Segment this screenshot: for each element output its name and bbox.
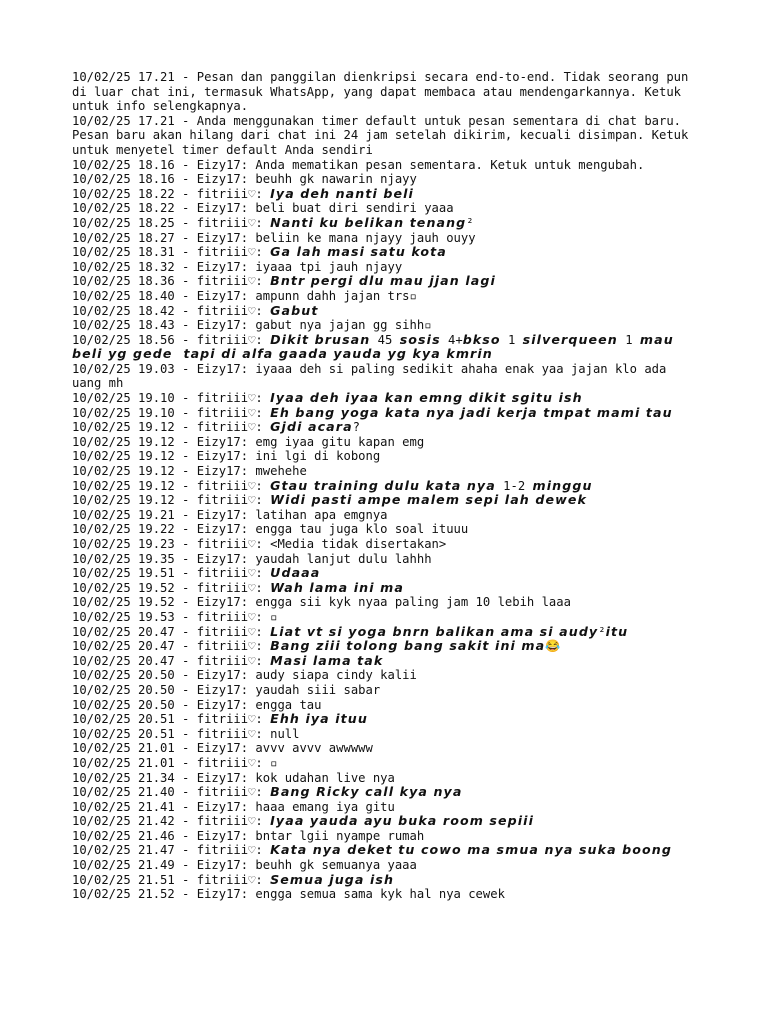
chat-line bbox=[72, 187, 700, 202]
message-emphasis-text: Eh bang yoga kata nya jadi kerja tmpat mami tau bbox=[270, 404, 673, 420]
message-text: 10/02/25 18.22 - fitriii♡: bbox=[72, 186, 271, 201]
message-text: 10/02/25 19.53 - fitriii♡: ▫ bbox=[72, 609, 278, 624]
chat-line bbox=[72, 391, 700, 406]
chat-line bbox=[72, 274, 700, 289]
chat-line bbox=[72, 712, 700, 727]
message-emphasis-text: mau beli yg gede tapi di alfa gaada yauda yg kya kmrin bbox=[72, 331, 680, 362]
message-emphasis-text: bkso bbox=[462, 331, 501, 347]
message-text: 10/02/25 21.52 - Eizy17: engga semua sama kyk hal nya cewek bbox=[72, 887, 505, 902]
message-emphasis-text: Wah lama ini ma bbox=[270, 579, 404, 595]
message-text: 10/02/25 21.51 - fitriii♡: bbox=[72, 872, 271, 887]
message-text: 10/02/25 19.52 - Eizy17: engga sii kyk nyaa paling jam 10 lebih laaa bbox=[72, 595, 571, 610]
message-text: 10/02/25 21.40 - fitriii♡: bbox=[72, 785, 271, 800]
message-text: 10/02/25 17.21 - Pesan dan panggilan dienkripsi secara end-to-end. Tidak seorang pun di luar chat ini, termasuk WhatsApp, yang dapat membaca atau mendengarkannya. Ketuk untuk info selengkapnya. bbox=[72, 70, 696, 114]
message-text: 10/02/25 21.42 - fitriii♡: bbox=[72, 814, 271, 829]
chat-line bbox=[72, 537, 700, 552]
message-emphasis-text: Semua juga ish bbox=[270, 871, 395, 887]
message-text: 10/02/25 21.01 - fitriii♡: ▫ bbox=[72, 755, 278, 770]
message-emphasis-text: Gtau training dulu kata nya bbox=[270, 477, 496, 493]
chat-line bbox=[72, 464, 700, 479]
chat-line bbox=[72, 260, 700, 275]
message-emphasis-text: Ehh iya ituu bbox=[270, 711, 368, 727]
chat-line bbox=[72, 814, 700, 829]
chat-line bbox=[72, 333, 700, 362]
chat-line bbox=[72, 698, 700, 713]
message-emphasis-text: Udaaa bbox=[270, 565, 321, 581]
message-emphasis-text: Bntr pergi dlu mau jjan lagi bbox=[270, 273, 496, 289]
message-emphasis-text: Kata nya deket tu cowo ma smua nya suka boong bbox=[270, 842, 672, 858]
message-emphasis-text: Dikit brusan bbox=[270, 331, 371, 347]
chat-line bbox=[72, 201, 700, 216]
message-text: 10/02/25 18.40 - Eizy17: ampunn dahh jajan trs▫ bbox=[72, 288, 417, 303]
chat-line bbox=[72, 552, 700, 567]
chat-line bbox=[72, 858, 700, 873]
message-text: 10/02/25 19.12 - Eizy17: mwehehe bbox=[72, 464, 307, 479]
chat-line bbox=[72, 449, 700, 464]
message-text: 1-2 bbox=[495, 478, 533, 493]
message-text: 1 bbox=[617, 332, 640, 347]
chat-line bbox=[72, 508, 700, 523]
chat-line bbox=[72, 435, 700, 450]
message-text: 4+ bbox=[440, 332, 463, 347]
message-emphasis-text: Iyaa yauda ayu buka room sepiii bbox=[270, 813, 535, 829]
message-text: 10/02/25 18.31 - fitriii♡: bbox=[72, 245, 271, 260]
chat-line bbox=[72, 683, 700, 698]
chat-line bbox=[72, 318, 700, 333]
chat-line bbox=[72, 610, 700, 625]
chat-line bbox=[72, 216, 700, 231]
message-text: 10/02/25 19.12 - Eizy17: ini lgi di kobong bbox=[72, 449, 381, 464]
chat-line bbox=[72, 362, 700, 391]
message-text: 10/02/25 18.42 - fitriii♡: bbox=[72, 303, 271, 318]
chat-line bbox=[72, 172, 700, 187]
message-text: 10/02/25 21.47 - fitriii♡: bbox=[72, 843, 271, 858]
chat-line bbox=[72, 420, 700, 435]
chat-line bbox=[72, 843, 700, 858]
message-emphasis-text: Iya deh nanti beli bbox=[270, 185, 414, 201]
message-text: 10/02/25 18.27 - Eizy17: beliin ke mana njayy jauh ouyy bbox=[72, 230, 476, 245]
chat-line bbox=[72, 581, 700, 596]
message-text: 10/02/25 21.46 - Eizy17: bntar lgii nyampe rumah bbox=[72, 828, 425, 843]
message-emphasis-text: Bang ziii tolong bang sakit ini ma bbox=[270, 638, 546, 654]
chat-line bbox=[72, 800, 700, 815]
chat-line bbox=[72, 114, 700, 158]
message-text: 10/02/25 21.49 - Eizy17: beuhh gk semuanya yaaa bbox=[72, 858, 417, 873]
chat-line bbox=[72, 522, 700, 537]
chat-line bbox=[72, 158, 700, 173]
message-text: 10/02/25 17.21 - Anda menggunakan timer default untuk pesan sementara di chat baru. Pesan baru akan hilang dari chat ini 24 jam setelah dikirim, kecuali disimpan. Ketuk untuk menyetel timer default Anda sendiri bbox=[72, 113, 696, 157]
message-text: 10/02/25 19.10 - fitriii♡: bbox=[72, 391, 271, 406]
message-text: 10/02/25 18.36 - fitriii♡: bbox=[72, 274, 271, 289]
message-text: 10/02/25 21.41 - Eizy17: haaa emang iya gitu bbox=[72, 799, 395, 814]
message-text: 10/02/25 18.16 - Eizy17: Anda mematikan pesan sementara. Ketuk untuk mengubah. bbox=[72, 157, 645, 172]
message-text: 10/02/25 19.23 - fitriii♡: <Media tidak disertakan> bbox=[72, 537, 447, 551]
message-text: 10/02/25 20.50 - Eizy17: engga tau bbox=[72, 697, 322, 712]
message-emphasis-text: Ga lah masi satu kota bbox=[270, 244, 447, 260]
message-emphasis-text: sosis bbox=[399, 331, 441, 347]
message-text: 10/02/25 20.50 - Eizy17: audy siapa cindy kalii bbox=[72, 668, 417, 683]
message-text: 10/02/25 19.12 - fitriii♡: bbox=[72, 420, 271, 435]
message-text: 10/02/25 19.35 - Eizy17: yaudah lanjut dulu lahhh bbox=[72, 551, 432, 566]
message-text: 10/02/25 19.12 - fitriii♡: bbox=[72, 493, 271, 508]
chat-line bbox=[72, 829, 700, 844]
message-emphasis-text: Bang Ricky call kya nya bbox=[270, 784, 463, 800]
message-emphasis-text: Liat vt si yoga bnrn balikan ama si audy bbox=[270, 623, 599, 639]
chat-line bbox=[72, 668, 700, 683]
message-emphasis-text: itu bbox=[605, 623, 629, 639]
message-text: 10/02/25 21.34 - Eizy17: kok udahan live nya bbox=[72, 770, 395, 785]
message-text: 45 bbox=[370, 332, 400, 347]
message-emphasis-text: Widi pasti ampe malem sepi lah dewek bbox=[270, 492, 587, 508]
message-text: 10/02/25 19.10 - fitriii♡: bbox=[72, 405, 271, 420]
message-emphasis-text: Gjdi acara bbox=[270, 419, 353, 435]
chat-line bbox=[72, 595, 700, 610]
chat-line bbox=[72, 771, 700, 786]
message-text: 10/02/25 20.47 - fitriii♡: bbox=[72, 653, 271, 668]
message-text: 10/02/25 18.32 - Eizy17: iyaaa tpi jauh njayy bbox=[72, 259, 403, 274]
message-text: 10/02/25 20.47 - fitriii♡: bbox=[72, 639, 271, 654]
message-text: 10/02/25 20.47 - fitriii♡: bbox=[72, 624, 271, 639]
message-text: 10/02/25 19.03 - Eizy17: iyaaa deh si paling sedikit ahaha enak yaa jajan klo ada uang mh bbox=[72, 361, 674, 391]
chat-line bbox=[72, 289, 700, 304]
message-text: 10/02/25 18.22 - Eizy17: beli buat diri sendiri yaaa bbox=[72, 201, 454, 216]
chat-line bbox=[72, 756, 700, 771]
chat-transcript bbox=[72, 70, 700, 902]
message-text: 10/02/25 19.12 - Eizy17: emg iyaa gitu kapan emg bbox=[72, 434, 425, 449]
chat-line bbox=[72, 231, 700, 246]
message-text: 10/02/25 18.16 - Eizy17: beuhh gk nawarin njayy bbox=[72, 172, 417, 187]
message-text: 10/02/25 18.25 - fitriii♡: bbox=[72, 215, 271, 230]
message-text: 10/02/25 19.22 - Eizy17: engga tau juga klo soal ituuu bbox=[72, 522, 469, 537]
message-text: 10/02/25 19.21 - Eizy17: latihan apa emgnya bbox=[72, 507, 388, 522]
message-emphasis-text: Iyaa deh iyaa kan emng dikit sgitu ish bbox=[270, 390, 583, 406]
message-emphasis-text: silverqueen bbox=[522, 331, 618, 347]
message-emphasis-text: Masi lama tak bbox=[270, 652, 384, 668]
message-text: 10/02/25 19.12 - fitriii♡: bbox=[72, 478, 271, 493]
chat-line bbox=[72, 304, 700, 319]
message-text: 10/02/25 21.01 - Eizy17: avvv avvv awwwww bbox=[72, 741, 373, 756]
message-emphasis-text: minggu bbox=[532, 477, 593, 493]
message-text: 10/02/25 19.51 - fitriii♡: bbox=[72, 566, 271, 581]
message-text: ? bbox=[352, 420, 361, 435]
message-text: 10/02/25 20.51 - fitriii♡: null bbox=[72, 726, 300, 741]
message-emphasis-text: Gabut bbox=[270, 302, 319, 318]
message-text: 10/02/25 18.43 - Eizy17: gabut nya jajan gg sihh▫ bbox=[72, 318, 432, 333]
chat-line bbox=[72, 639, 700, 654]
chat-line bbox=[72, 245, 700, 260]
chat-line bbox=[72, 70, 700, 114]
message-text: 10/02/25 18.56 - fitriii♡: bbox=[72, 332, 271, 347]
message-text: 1 bbox=[500, 332, 523, 347]
message-text: 10/02/25 20.51 - fitriii♡: bbox=[72, 712, 271, 727]
message-emphasis-text: Nanti ku belikan tenang bbox=[270, 214, 467, 230]
message-text: ² bbox=[466, 215, 474, 230]
chat-line bbox=[72, 406, 700, 421]
chat-line bbox=[72, 727, 700, 742]
chat-line bbox=[72, 493, 700, 508]
message-text: 😂 bbox=[545, 639, 561, 654]
chat-line bbox=[72, 566, 700, 581]
chat-line bbox=[72, 625, 700, 640]
chat-line bbox=[72, 654, 700, 669]
message-text: 10/02/25 19.52 - fitriii♡: bbox=[72, 580, 271, 595]
chat-line bbox=[72, 479, 700, 494]
chat-line bbox=[72, 785, 700, 800]
message-text: 10/02/25 20.50 - Eizy17: yaudah siii sabar bbox=[72, 682, 381, 697]
chat-line bbox=[72, 741, 700, 756]
chat-line bbox=[72, 873, 700, 888]
message-text: ² bbox=[598, 624, 606, 639]
chat-line bbox=[72, 887, 700, 902]
